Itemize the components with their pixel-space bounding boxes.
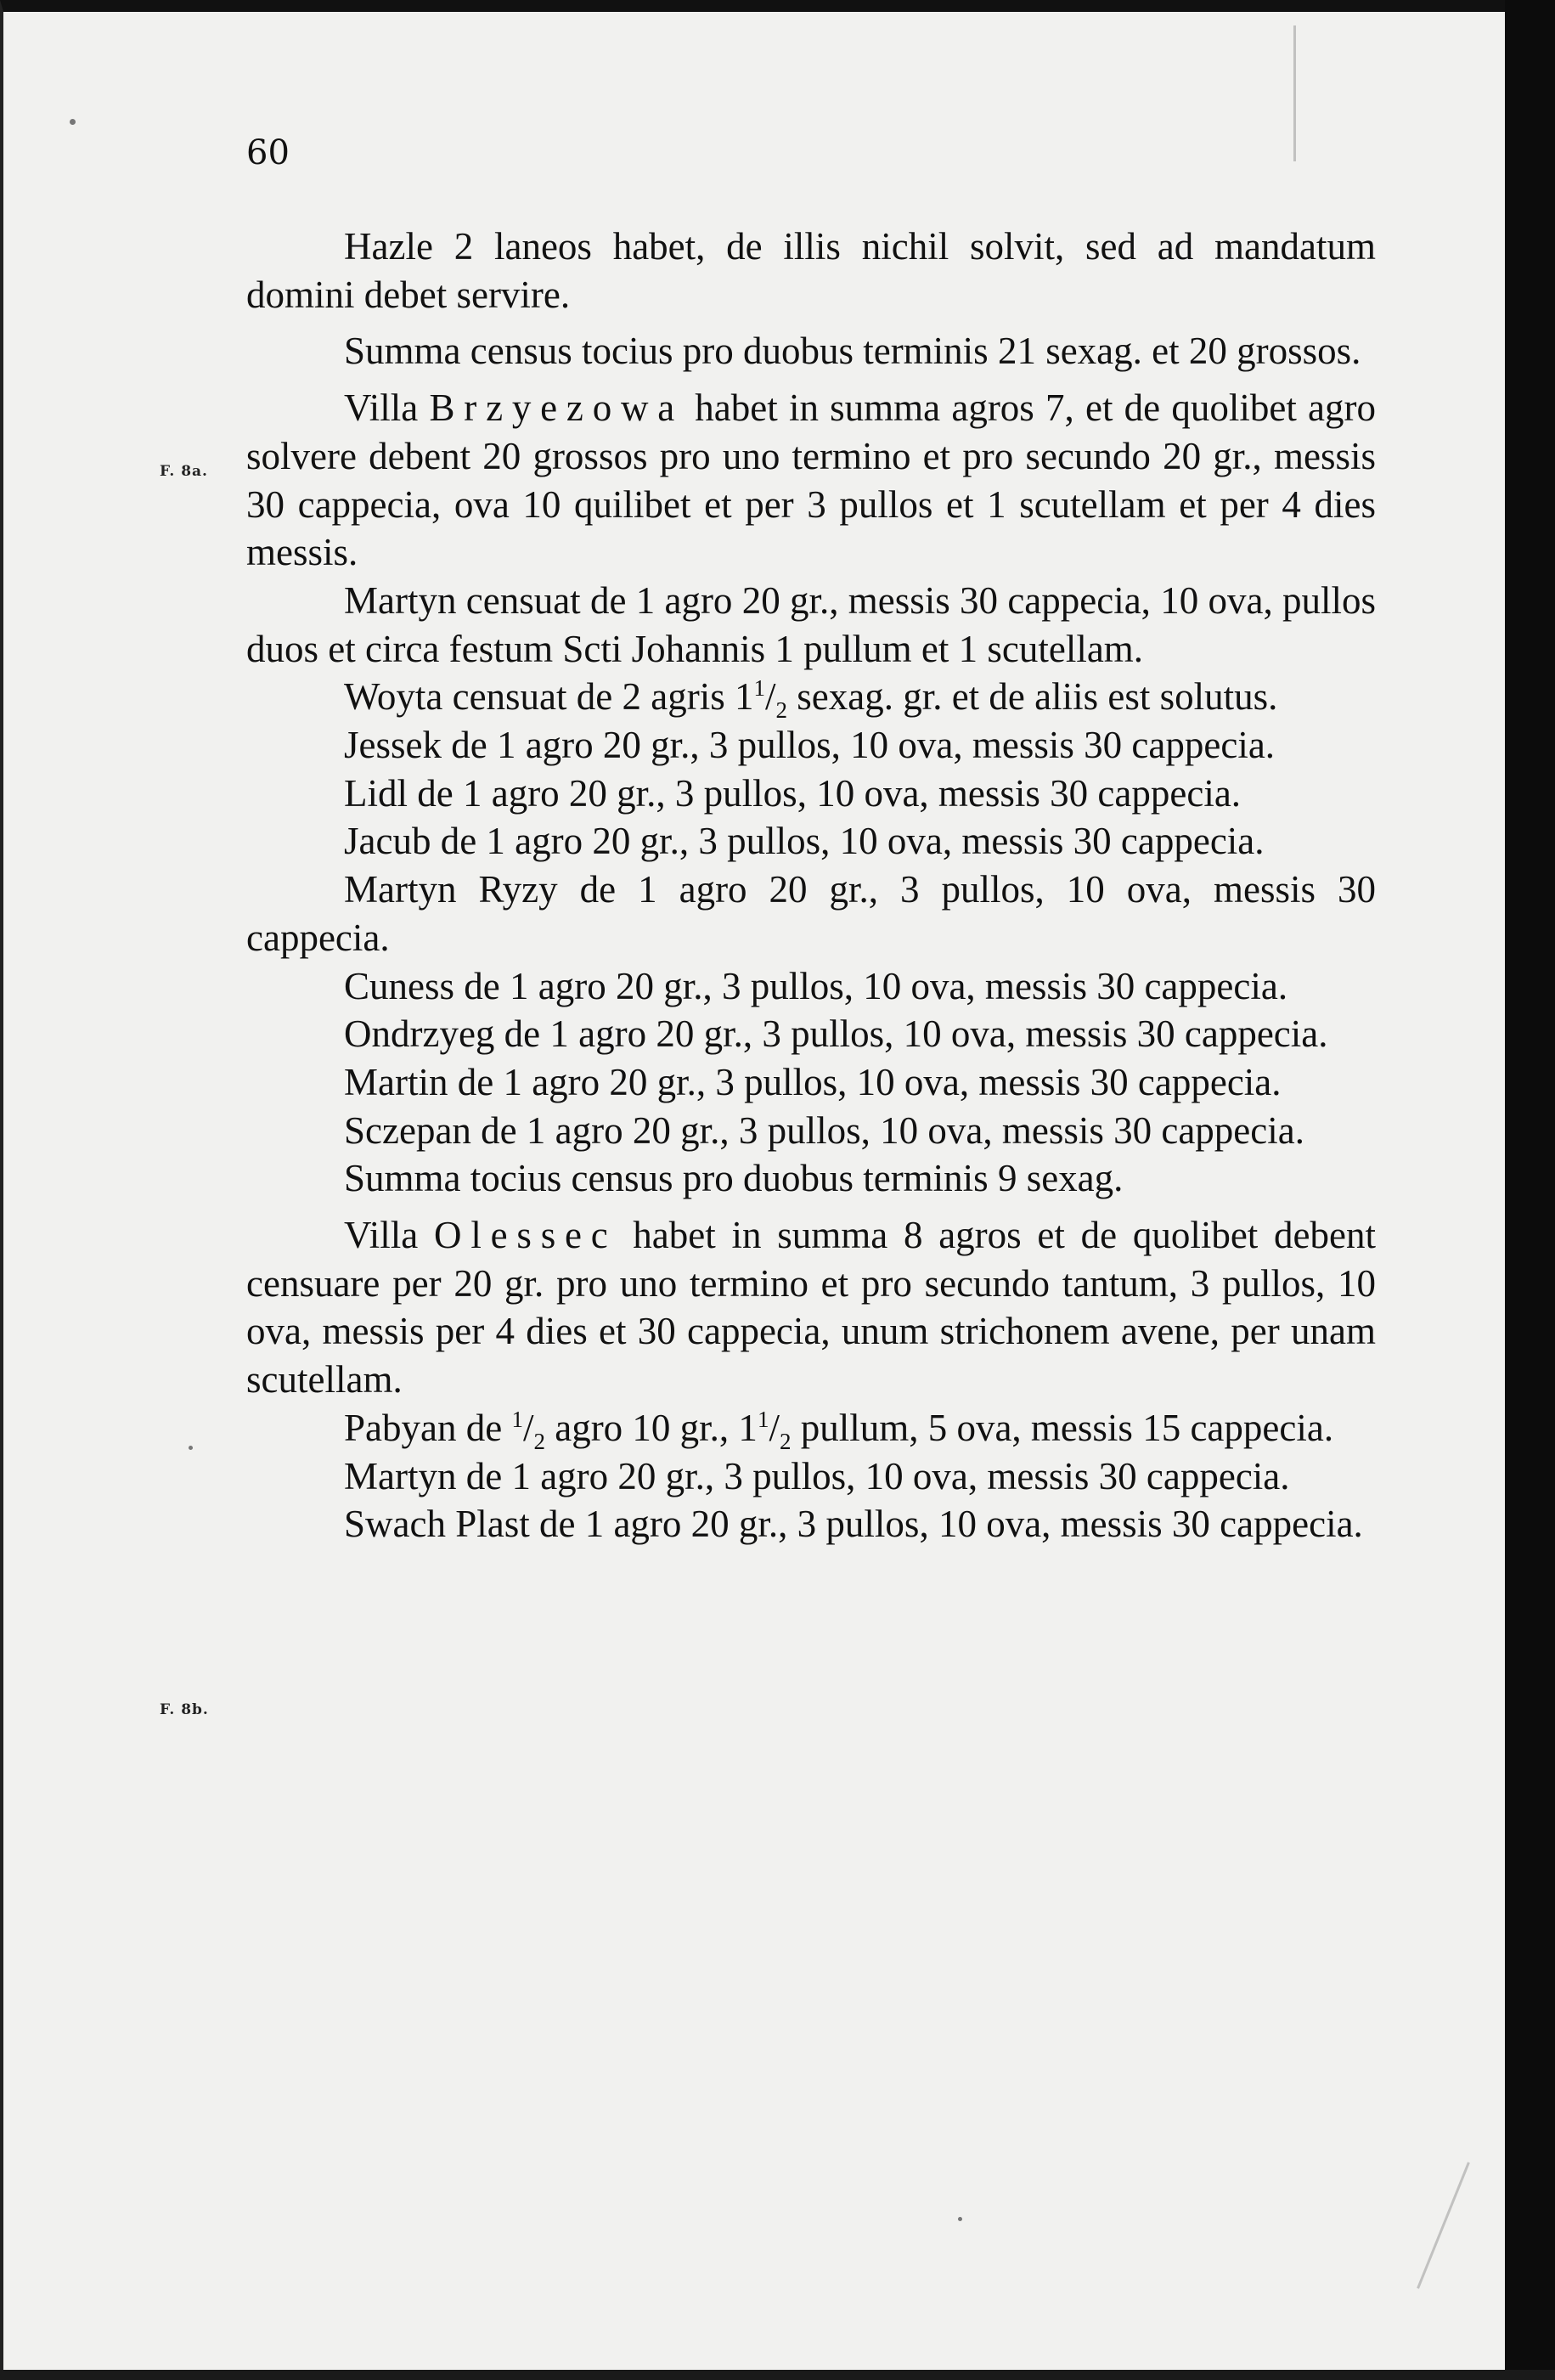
dust-speck	[958, 2217, 962, 2221]
paragraph-summa-tocius: Summa tocius census pro duobus terminis 9 sexag.	[344, 1157, 1124, 1200]
dust-speck	[189, 1446, 193, 1450]
paragraph-villa-brzyezowa: Villa Brzyezowa habet in summa agros 7, et de quolibet agro solvere debent 20 grossos pro uno termino et pro secundo 20 gr., messis 30 cappecia, ova 10 quilibet et per 3 pullos et 1 scutellam et per 4 dies messis.	[246, 386, 1376, 574]
paragraph-villa-olessec: Villa Olessec habet in summa 8 agros et de quolibet debent censuare per 20 gr. pro uno termino et pro secundo tantum, 3 pullos, 10 ova, messis per 4 dies et 30 cappecia, unum strichonem avene, per unam scutellam.	[246, 1214, 1376, 1401]
paragraph-woyta: Woyta censuat de 2 agris $1^1/_2$ sexag. gr. et de aliis est solutus.	[344, 675, 1278, 724]
paragraph-swach-plast: Swach Plast de 1 agro 20 gr., 3 pullos, 10 ova, messis 30 cappecia.	[344, 1503, 1363, 1546]
paragraph-martin: Martin de 1 agro 20 gr., 3 pullos, 10 ova, messis 30 cappecia.	[344, 1060, 1282, 1103]
paragraph-martyn-ryzy: Martyn Ryzy de 1 agro 20 gr., 3 pullos, 10 ova, messis 30 cappecia.	[246, 868, 1376, 959]
paragraph-cuness: Cuness de 1 agro 20 gr., 3 pullos, 10 ova, messis 30 cappecia.	[344, 964, 1288, 1007]
paragraph-hazle: Hazle 2 laneos habet, de illis nichil solvit, sed ad mandatum domini debet servire.	[246, 225, 1376, 316]
village-name-olessec: Olessec	[434, 1214, 617, 1257]
page-number: 60	[246, 133, 290, 172]
paragraph-jacub: Jacub de 1 agro 20 gr., 3 pullos, 10 ova, messis 30 cappecia.	[344, 820, 1265, 863]
scan-dark-edge	[1505, 0, 1555, 2380]
paragraph-lidl: Lidl de 1 agro 20 gr., 3 pullos, 10 ova, messis 30 cappecia.	[344, 771, 1242, 815]
paragraph-martyn-olessec: Martyn de 1 agro 20 gr., 3 pullos, 10 ova, messis 30 cappecia.	[344, 1454, 1290, 1497]
village-name-brzyezowa: Brzyezowa	[429, 386, 685, 430]
margin-note-folio-8a: F. 8a.	[160, 463, 208, 480]
margin-note-folio-8b: F. 8b.	[160, 1701, 209, 1718]
dust-speck	[70, 119, 76, 125]
paragraph-martyn: Martyn censuat de 1 agro 20 gr., messis 30 cappecia, 10 ova, pullos duos et circa festum Scti Johannis 1 pullum et 1 scutellam.	[246, 578, 1376, 670]
scan-bottom-edge	[0, 2370, 1555, 2380]
paragraph-pabyan: Pabyan de $^1/_2$ agro 10 gr., $1^1/_2$ pullum, 5 ova, messis 15 cappecia.	[344, 1406, 1334, 1454]
paragraph-sczepan: Sczepan de 1 agro 20 gr., 3 pullos, 10 ova, messis 30 cappecia.	[344, 1108, 1304, 1152]
paragraph-summa-census: Summa census tocius pro duobus terminis 21 sexag. et 20 grossos.	[344, 330, 1361, 373]
paragraph-ondrzyeg: Ondrzyeg de 1 agro 20 gr., 3 pullos, 10 ova, messis 30 cappecia.	[344, 1012, 1328, 1056]
scan-scratch	[1293, 25, 1296, 161]
paragraph-jessek: Jessek de 1 agro 20 gr., 3 pullos, 10 ova, messis 30 cappecia.	[344, 724, 1276, 767]
body-text	[246, 223, 1376, 1548]
